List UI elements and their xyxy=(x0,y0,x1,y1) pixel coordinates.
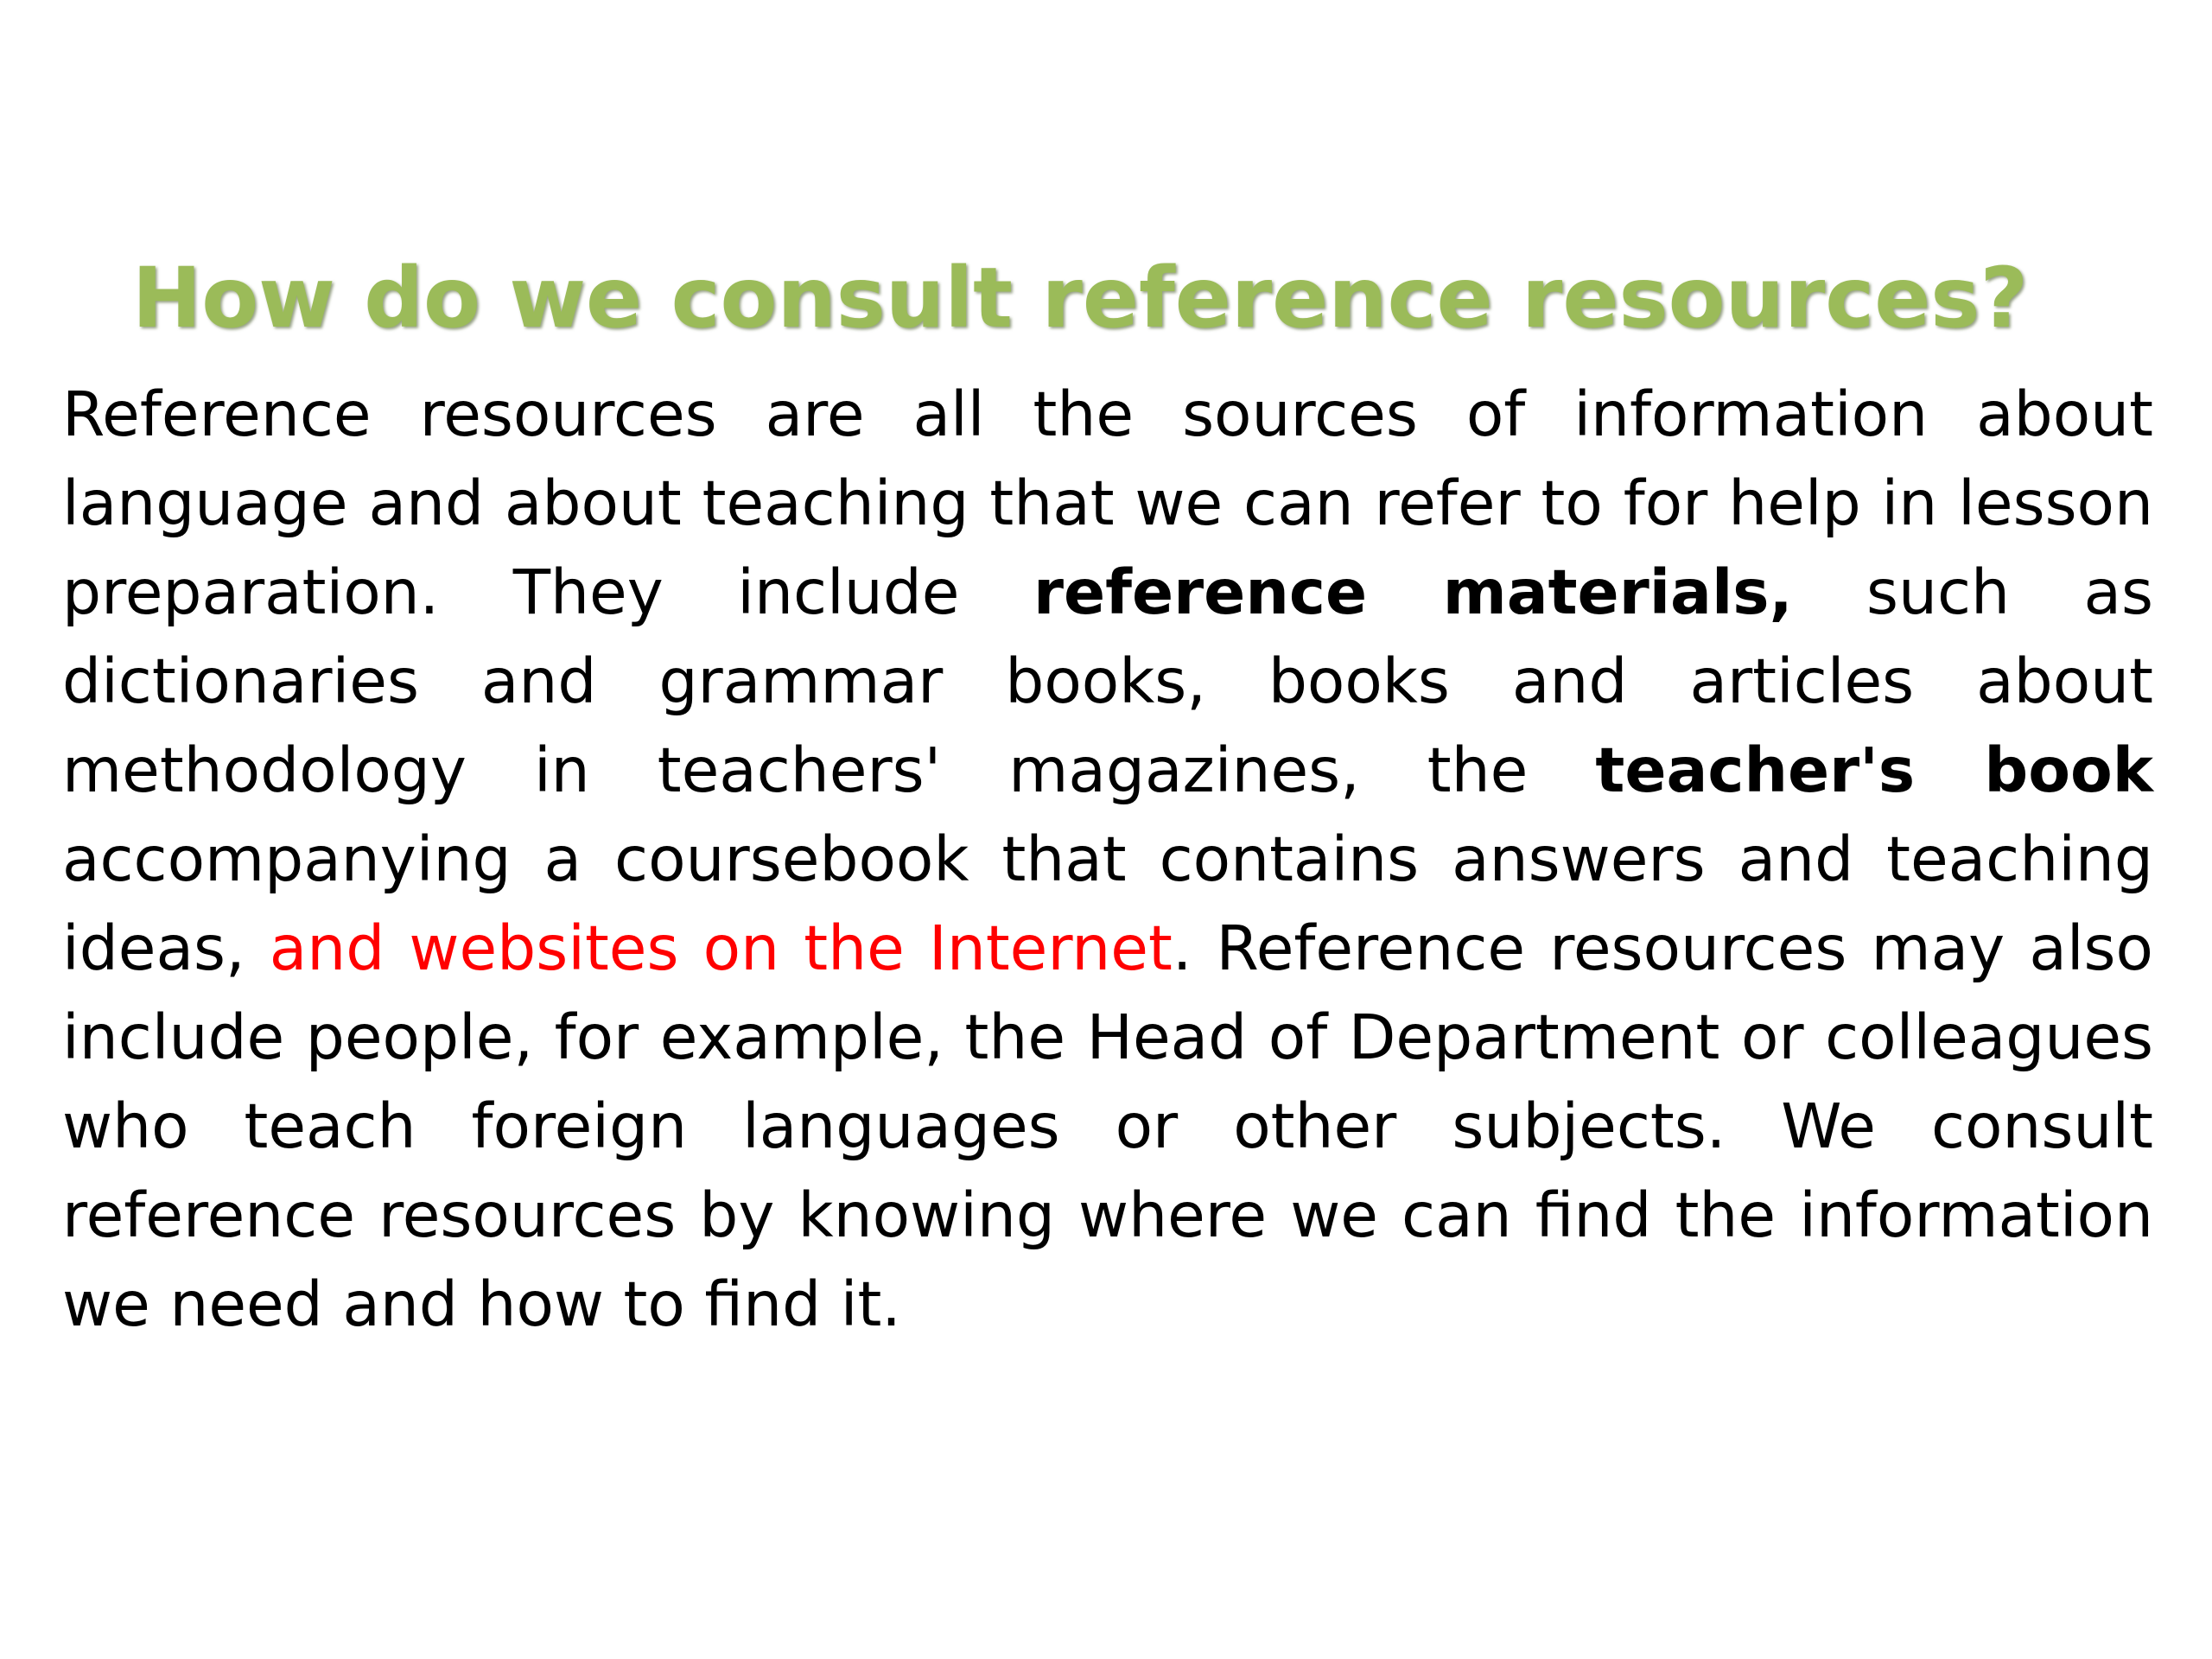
bold-term-teachers-book: teacher's book xyxy=(1595,734,2153,806)
highlighted-websites-text: and websites on the Internet xyxy=(269,912,1173,984)
body-text-segment: such as dictionaries and grammar books, books and articles about methodology in teachers' magazines, the xyxy=(62,556,2154,806)
body-text-segment: . Reference resources may also include people, for example, the Head of Department or colleagues who teach foreign languages or other subjects. We consult reference resources by knowing where we can find the information we need and how to find it. xyxy=(62,912,2153,1340)
body-text-segment: Reference resources are all the sources of information about language and about teaching that we can refer to for help in lesson preparation. They include xyxy=(62,378,2153,628)
body-text-segment: accompanying a coursebook that contains answers and teaching ideas, xyxy=(62,823,2153,984)
slide-title: How do we consult reference resources? xyxy=(131,250,2029,346)
bold-term-reference-materials: reference materials, xyxy=(1033,556,1793,628)
slide-body-text xyxy=(62,370,2153,1349)
